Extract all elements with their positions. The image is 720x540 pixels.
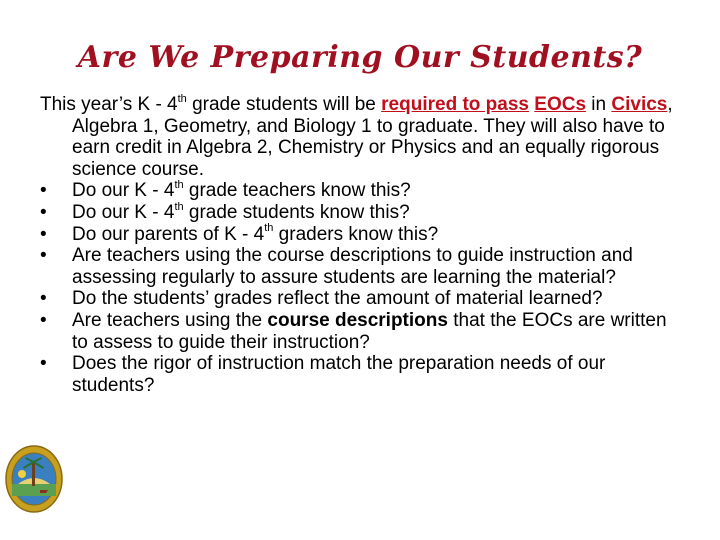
- bullet-marker: •: [40, 180, 47, 202]
- item-text: Does the rigor of instruction match the preparation needs of our students?: [72, 353, 606, 396]
- item-sup: th: [264, 222, 274, 235]
- item-sup: th: [174, 179, 184, 192]
- bullet-marker: •: [40, 288, 47, 310]
- intro-text-1: This year’s K - 4: [40, 94, 178, 115]
- item-text: Do our parents of K - 4: [72, 223, 265, 245]
- item-text: Are teachers using the: [72, 309, 268, 331]
- item-sup: th: [174, 200, 184, 213]
- item-text: Do our K - 4: [72, 201, 175, 223]
- item-text: Do the students’ grades reflect the amount of material learned?: [72, 288, 603, 310]
- list-item: [40, 245, 680, 288]
- bullet-marker: •: [40, 223, 47, 245]
- intro-text-4: in: [586, 94, 612, 115]
- item-text: Are teachers using the course descriptions to guide instruction and assessing regularly to assure students are learning the material?: [72, 245, 633, 288]
- slide-body: [40, 94, 680, 396]
- intro-paragraph: [40, 94, 680, 180]
- list-item: [40, 288, 680, 310]
- list-item: [40, 353, 680, 396]
- list-item: [40, 202, 680, 224]
- list-item: [40, 180, 680, 202]
- item-text-tail: that the EOCs are written to assess to guide their instruction?: [72, 309, 667, 353]
- list-item: [40, 310, 680, 353]
- bullet-marker: •: [40, 245, 47, 267]
- question-list: [40, 180, 680, 396]
- civics-emphasis: Civics: [611, 94, 668, 115]
- course-descriptions-emphasis: course descriptions: [267, 309, 448, 331]
- slide-title: Are We Preparing Our Students?: [77, 40, 643, 75]
- florida-seal-icon: [4, 444, 64, 514]
- item-text-tail: grade teachers know this?: [183, 180, 411, 202]
- bullet-marker: •: [40, 201, 47, 223]
- item-text-tail: grade students know this?: [183, 201, 410, 223]
- bullet-marker: •: [40, 353, 47, 375]
- list-item: [40, 224, 680, 246]
- item-text: Do our K - 4: [72, 180, 175, 202]
- intro-text-5: , Algebra 1, Geometry, and Biology 1 to graduate. They will also have to earn credit in Algebra 2, Chemistry or Physics and an equally rigorous science course.: [72, 94, 673, 180]
- eocs-emphasis: EOCs: [534, 94, 587, 115]
- item-text-tail: graders know this?: [273, 223, 439, 245]
- intro-sup: th: [177, 92, 187, 105]
- bullet-marker: •: [40, 309, 47, 331]
- required-emphasis: required to pass: [381, 94, 529, 115]
- intro-text-2: grade students will be: [186, 94, 382, 115]
